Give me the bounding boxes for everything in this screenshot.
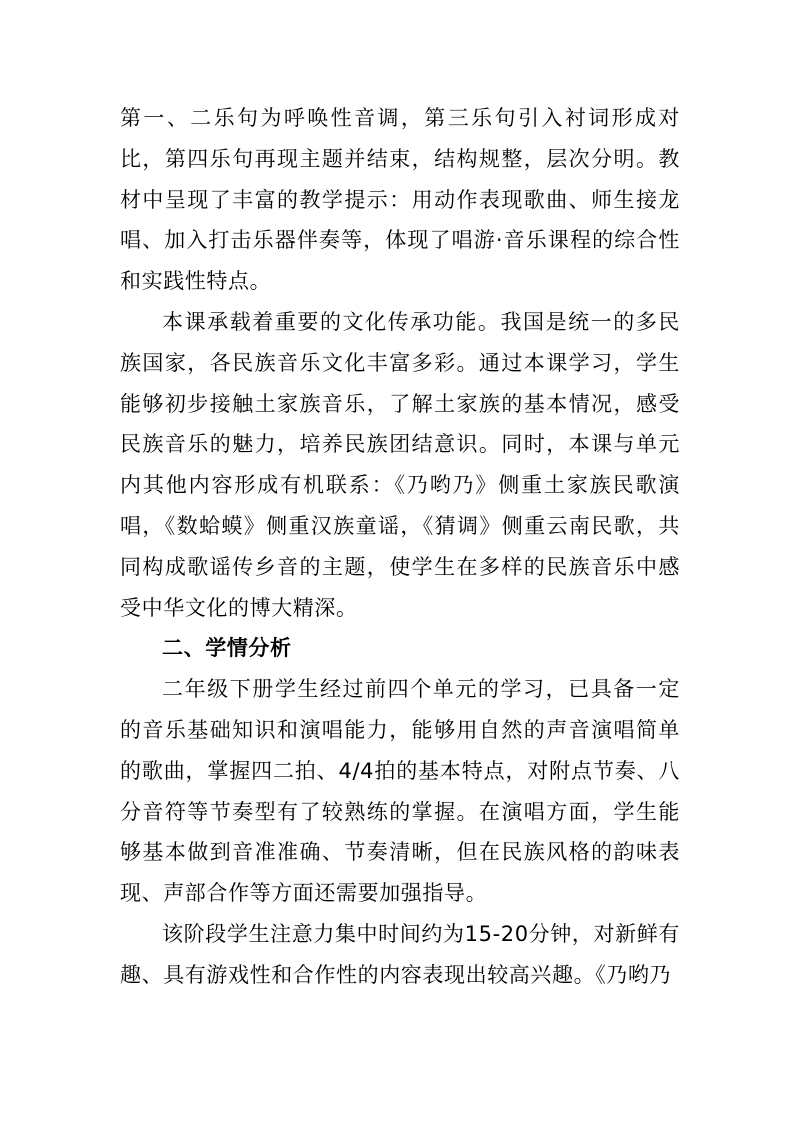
paragraph-student-abilities: 二年级下册学生经过前四个单元的学习，已具备一定的音乐基础知识和演唱能力，能够用自然的声音演唱简单的歌曲，掌握四二拍、4/4拍的基本特点，对附点节奏、八分音符等节奏型有了较熟练的掌握。在演唱方面，学生能够基本做到音准准确、节奏清晰，但在民族风格的韵味表现、声部合作等方面还需要加强指导。: [120, 677, 680, 906]
paragraph-song-structure: 第一、二乐句为呼唤性音调，第三乐句引入衬词形成对比，第四乐句再现主题并结束，结构规整，层次分明。教材中呈现了丰富的教学提示：用动作表现歌曲、师生接龙唱、加入打击乐器伴奏等，体现了唱游·音乐课程的综合性和实践性特点。: [120, 106, 680, 294]
paragraph-student-attention: 该阶段学生注意力集中时间约为15-20分钟，对新鲜有趣、具有游戏性和合作性的内容表现出较高兴趣。《乃哟乃: [120, 921, 680, 987]
paragraph-cultural-heritage: 本课承载着重要的文化传承功能。我国是统一的多民族国家，各民族音乐文化丰富多彩。通过本课学习，学生能够初步接触土家族音乐，了解土家族的基本情况，感受民族音乐的魅力，培养民族团结意识。同时，本课与单元内其他内容形成有机联系：《乃哟乃》侧重土家族民歌演唱，《数蛤蟆》侧重汉族童谣，《猜调》侧重云南民歌，共同构成歌谣传乡音的主题，使学生在多样的民族音乐中感受中华文化的博大精深。: [120, 309, 680, 620]
section-heading-student-analysis: 二、学情分析: [162, 636, 292, 661]
document-body: [120, 98, 680, 996]
